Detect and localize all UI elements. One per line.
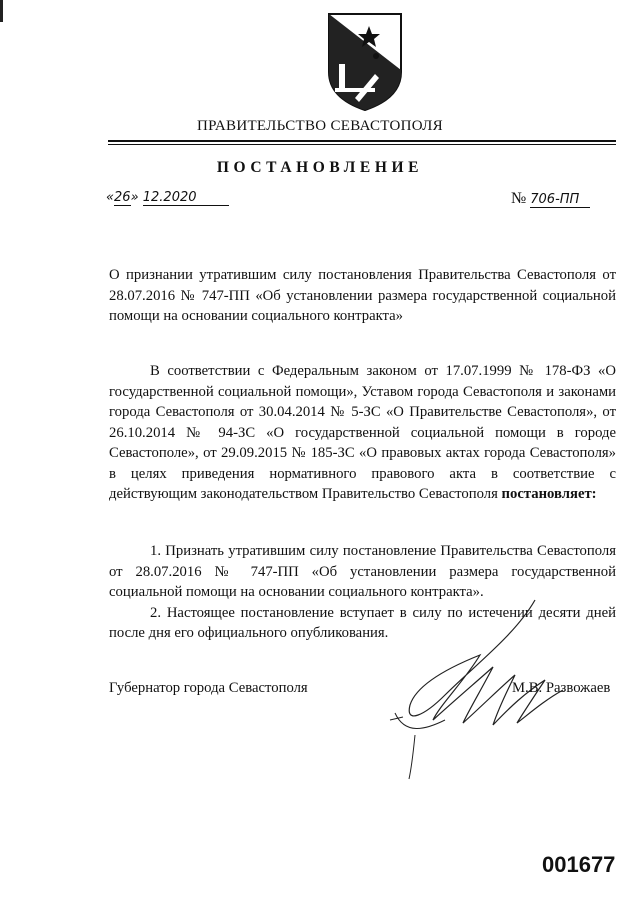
- subject-text: О признании утратившим силу постановления Правительства Севастополя от 28.07.2016 № 747-ПП «Об установлении размера государственной социальной помощи на основании социального контракта»: [109, 267, 616, 324]
- preamble-paragraph: [109, 361, 616, 505]
- document-date: [106, 190, 229, 206]
- serial-number: 001677: [542, 852, 616, 877]
- date-close-quote: »: [130, 190, 139, 205]
- date-open-quote: «: [106, 190, 115, 205]
- scan-edge-mark: [0, 0, 3, 22]
- sevastopol-coat-of-arms-icon: [325, 12, 405, 112]
- document-type-title: ПОСТАНОВЛЕНИЕ: [216, 159, 424, 176]
- date-month-year: 12.2020: [143, 190, 229, 206]
- signatory-name: М.В. Развожаев: [512, 680, 611, 696]
- header-rule: [108, 140, 616, 142]
- point-2: 2. Настоящее постановление вступает в силу по истечении десяти дней после дня его официального опубликования.: [109, 604, 616, 641]
- point-1: 1. Признать утратившим силу постановление Правительства Севастополя от 28.07.2016 № 747-ПП «Об установлении размера государственной социальной помощи на основании социального контракта».: [109, 543, 616, 600]
- preamble-text: В соответствии с Федеральным законом от 17.07.1999 № 178-ФЗ «О государственной социальной помощи», Уставом города Севастополя и законами города Севастополя от 30.04.2014 № 5-ЗС «О Правительстве Севастополя», от 26.10.2014 № 94-ЗС «О государственной социальной помощи в городе Севастополе», от 29.09.2015 № 185-ЗС «О правовых актах города Севастополя» в целях приведения нормативного правового акта в соответствие с действующим законодательством Правительство Севастополя: [109, 363, 616, 502]
- number-value: 706-ПП: [530, 192, 590, 208]
- number-prefix: №: [511, 190, 527, 207]
- organization-name: ПРАВИТЕЛЬСТВО СЕВАСТОПОЛЯ: [197, 118, 443, 134]
- resolves-word: постановляет:: [501, 486, 597, 502]
- signatory-position: Губернатор города Севастополя: [109, 680, 308, 696]
- document-subject: [109, 265, 616, 327]
- header-rule-thin: [108, 144, 616, 145]
- date-day: 26: [114, 190, 131, 205]
- document-number: [511, 190, 590, 208]
- preamble: [109, 361, 616, 505]
